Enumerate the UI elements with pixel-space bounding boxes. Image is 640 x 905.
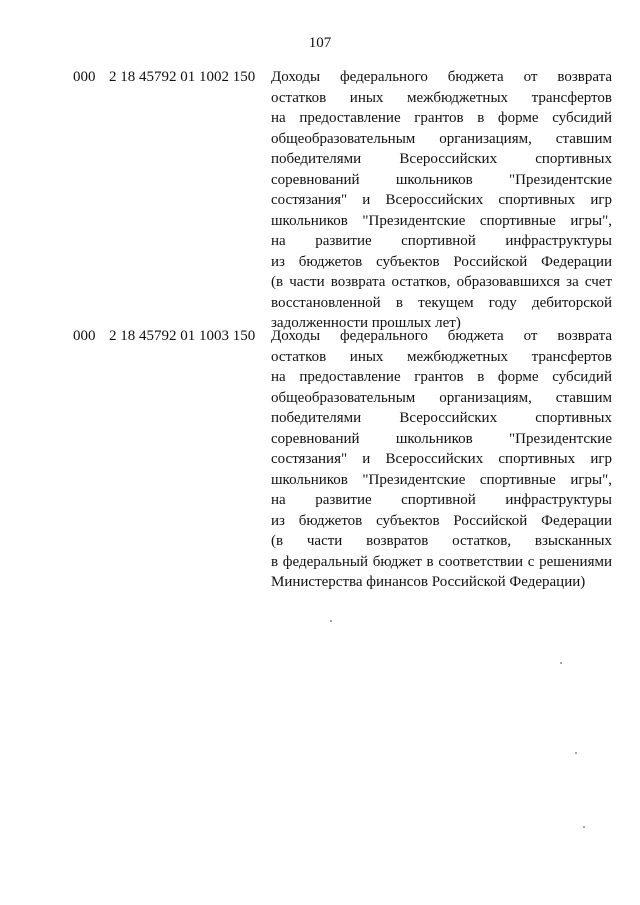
- description-line: остатков иных межбюджетных трансфертов: [271, 348, 612, 365]
- description-line: остатков иных межбюджетных трансфертов: [271, 89, 612, 106]
- description-line: победителями Всероссийских спортивных: [271, 410, 612, 426]
- description-line: из бюджетов субъектов Российской Федерации: [271, 512, 612, 529]
- description-line: в федеральный бюджет в соответствии с решениями: [271, 553, 612, 570]
- description-line: школьников "Президентские спортивные игры",: [271, 471, 612, 488]
- description-line: состязания" и Всероссийских спортивных игр: [271, 451, 612, 467]
- description-line: Министерства финансов Российской Федерации): [271, 574, 586, 590]
- description-line: соревнований школьников "Президентские: [271, 430, 612, 447]
- description-line: из бюджетов субъектов Российской Федерации: [271, 253, 612, 270]
- description-line: общеобразовательным организациям, ставшим: [271, 130, 612, 147]
- scan-speck: [575, 752, 577, 754]
- description-line: восстановленной в текущем году дебиторской: [271, 294, 612, 311]
- description-line: задолженности прошлых лет): [271, 315, 461, 331]
- page-number: 107: [308, 35, 332, 51]
- budget-classification-code: 2 18 45792 01 1002 150: [109, 69, 256, 85]
- description-line: общеобразовательным организациям, ставшим: [271, 389, 612, 406]
- description-line: на развитие спортивной инфраструктуры: [271, 492, 612, 508]
- income-description: [271, 326, 612, 593]
- description-line: на предоставление грантов в форме субсидий: [271, 369, 612, 385]
- administrator-code: 000: [73, 328, 96, 344]
- description-line: состязания" и Всероссийских спортивных игр: [271, 192, 612, 208]
- description-line: (в части возврата остатков, образовавшихся за счет: [271, 274, 612, 290]
- scan-speck: [330, 620, 332, 622]
- scan-speck: [583, 826, 585, 828]
- description-line: Доходы федерального бюджета от возврата: [271, 69, 612, 85]
- description-line: соревнований школьников "Президентские: [271, 171, 612, 188]
- description-line: на предоставление грантов в форме субсидий: [271, 110, 612, 126]
- budget-classification-code: 2 18 45792 01 1003 150: [109, 328, 256, 344]
- description-line: победителями Всероссийских спортивных: [271, 151, 612, 167]
- description-line: школьников "Президентские спортивные игры",: [271, 212, 612, 229]
- description-line: (в части возвратов остатков, взысканных: [271, 533, 612, 549]
- description-line: на развитие спортивной инфраструктуры: [271, 233, 612, 249]
- scan-speck: [560, 662, 562, 664]
- description-line: Доходы федерального бюджета от возврата: [271, 328, 612, 344]
- administrator-code: 000: [73, 69, 96, 85]
- income-description: [271, 67, 612, 334]
